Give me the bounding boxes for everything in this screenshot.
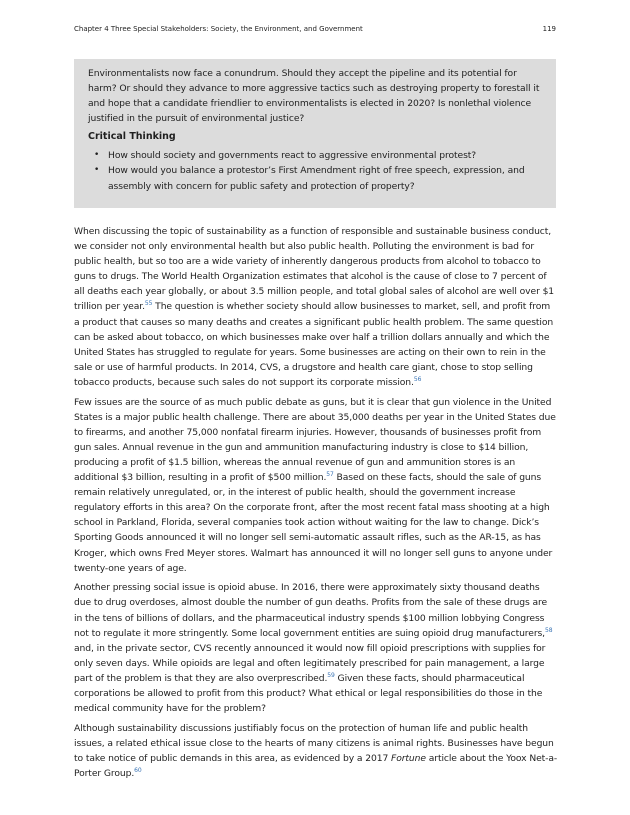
list-item xyxy=(94,163,542,193)
chapter-title: Chapter 4 Three Special Stakeholders: Society, the Environment, and Government xyxy=(74,25,363,33)
paragraph-opioids xyxy=(74,580,558,716)
critical-thinking-list xyxy=(88,148,542,193)
paragraph-text: Given these facts, should pharmaceutical corporations be allowed to profit from this product? What ethical or legal responsibilities do those in the medical community have for the problem? xyxy=(74,672,543,715)
paragraph-text: Few issues are the source of as much public debate as guns, but it is clear that gun violence in the United States is a major public health challenge. There are about 35,000 deaths per year in the United States due to firearms, and another 75,000 nonfatal firearm injuries. However, thousands of businesses profit from gun sales. Annual revenue in the gun and ammunition manufacturing industry is close to $14 billion, producing a profit of $1.5 billion, whereas the annual revenue of gun and ammunition stores is an additional $3 billion, resulting in a profit of $500 million. xyxy=(74,396,556,484)
paragraph-text: The question is whether society should allow businesses to market, sell, and profit from a product that causes so many deaths and creates a significant public health problem. The same question can be asked about tobacco, on which businesses make over half a trillion dollars annually and which the United States has struggled to regulate for years. Some businesses are acting on their own to rein in the sale or use of harmful products. In 2014, CVS, a drugstore and health care giant, chose to stop selling tobacco products, because such sales do not support its corporate mission. xyxy=(74,301,554,388)
footnote-link-60[interactable]: 60 xyxy=(134,767,142,774)
case-study-box xyxy=(74,59,556,208)
list-item xyxy=(94,148,542,163)
case-intro-text: Environmentalists now face a conundrum. Should they accept the pipeline and its potential for harm? Or should they advance to more aggressive tactics such as destroying property to forestall it and hope that a candidate friendlier to environmentalists is elected in 2020? Is nonlethal violence justified in the pursuit of environmental justice? xyxy=(88,68,540,125)
list-item-text: How should society and governments react to aggressive environmental protest? xyxy=(108,150,477,162)
paragraph-animal-rights xyxy=(74,721,558,781)
paragraph-text: and, in the private sector, CVS recently announced it would now fill opioid prescriptions with supplies for only seven days. While opioids are legal and often legitimately prescribed for pain management, a large part of the problem is that they are also overprescribed. xyxy=(74,642,546,684)
paragraph-text: Although sustainability discussions justifiably focus on the protection of human life and public health issues, a related ethical issue close to the hearts of many citizens is animal rights. Businesses have begun to take notice of public demands in this area, as evidenced by a 2017 xyxy=(74,722,554,764)
critical-thinking-heading: Critical Thinking xyxy=(88,131,176,143)
footnote-link-58[interactable]: 58 xyxy=(545,626,553,634)
running-header xyxy=(74,25,556,37)
paragraph-text: When discussing the topic of sustainability as a function of responsible and sustainable business conduct, we consider not only environmental health but also public health. Polluting the environment is bad for public health, but so too are a wide variety of inherently dangerous products from alcohol to tobacco to guns to drugs. The World Health Organization estimates that alcohol is the cause of close to 7 percent of all deaths each year globally, or about 3.5 million people, and total global sales of alcohol are well over $1 trillion per year. xyxy=(74,226,555,313)
page-number: 119 xyxy=(542,25,556,33)
body-text xyxy=(74,224,558,786)
bullet-icon: • xyxy=(94,165,100,176)
paragraph-text: article about the Yoox Net-a-Porter Group. xyxy=(74,752,558,780)
paragraph-text: Based on these facts, should the sale of guns remain relatively unregulated, or, in the interest of public health, should the government increase regulatory efforts in this area? On the corporate front, after the most recent fatal mass shooting at a high school in Parkland, Florida, several companies took action without waiting for the law to change. Dick’s Sporting Goods announced it will no longer sell semi-automatic assault rifles, such as the AR-15, as has Kroger, which owns Fred Meyer stores. Walmart has announced it will no longer sell guns to anyone under twenty-one years of age. xyxy=(74,472,553,574)
bullet-icon: • xyxy=(94,150,100,161)
footnote-link-55[interactable]: 55 xyxy=(144,300,153,308)
footnote-link-57[interactable]: 57 xyxy=(326,471,334,479)
footnote-link-59[interactable]: 59 xyxy=(327,671,335,679)
footnote-link-56[interactable]: 56 xyxy=(413,375,422,383)
publication-title: Fortune xyxy=(391,752,426,764)
list-item-text: How would you balance a protestor’s First Amendment right of free speech, expression, and assembly with concern for public safety and protection of property? xyxy=(108,165,525,192)
paragraph-text: Another pressing social issue is opioid abuse. In 2016, there were approximately sixty thousand deaths due to drug overdoses, almost double the number of gun deaths. Profits from the sale of these drugs are in the tens of billions of dollars, and the pharmaceutical industry spends $100 million lobbying Congress not to regulate it more stringently. Some local government entities are suing opioid drug manufacturers, xyxy=(74,582,548,639)
paragraph-public-health xyxy=(74,224,558,390)
paragraph-guns xyxy=(74,395,558,576)
